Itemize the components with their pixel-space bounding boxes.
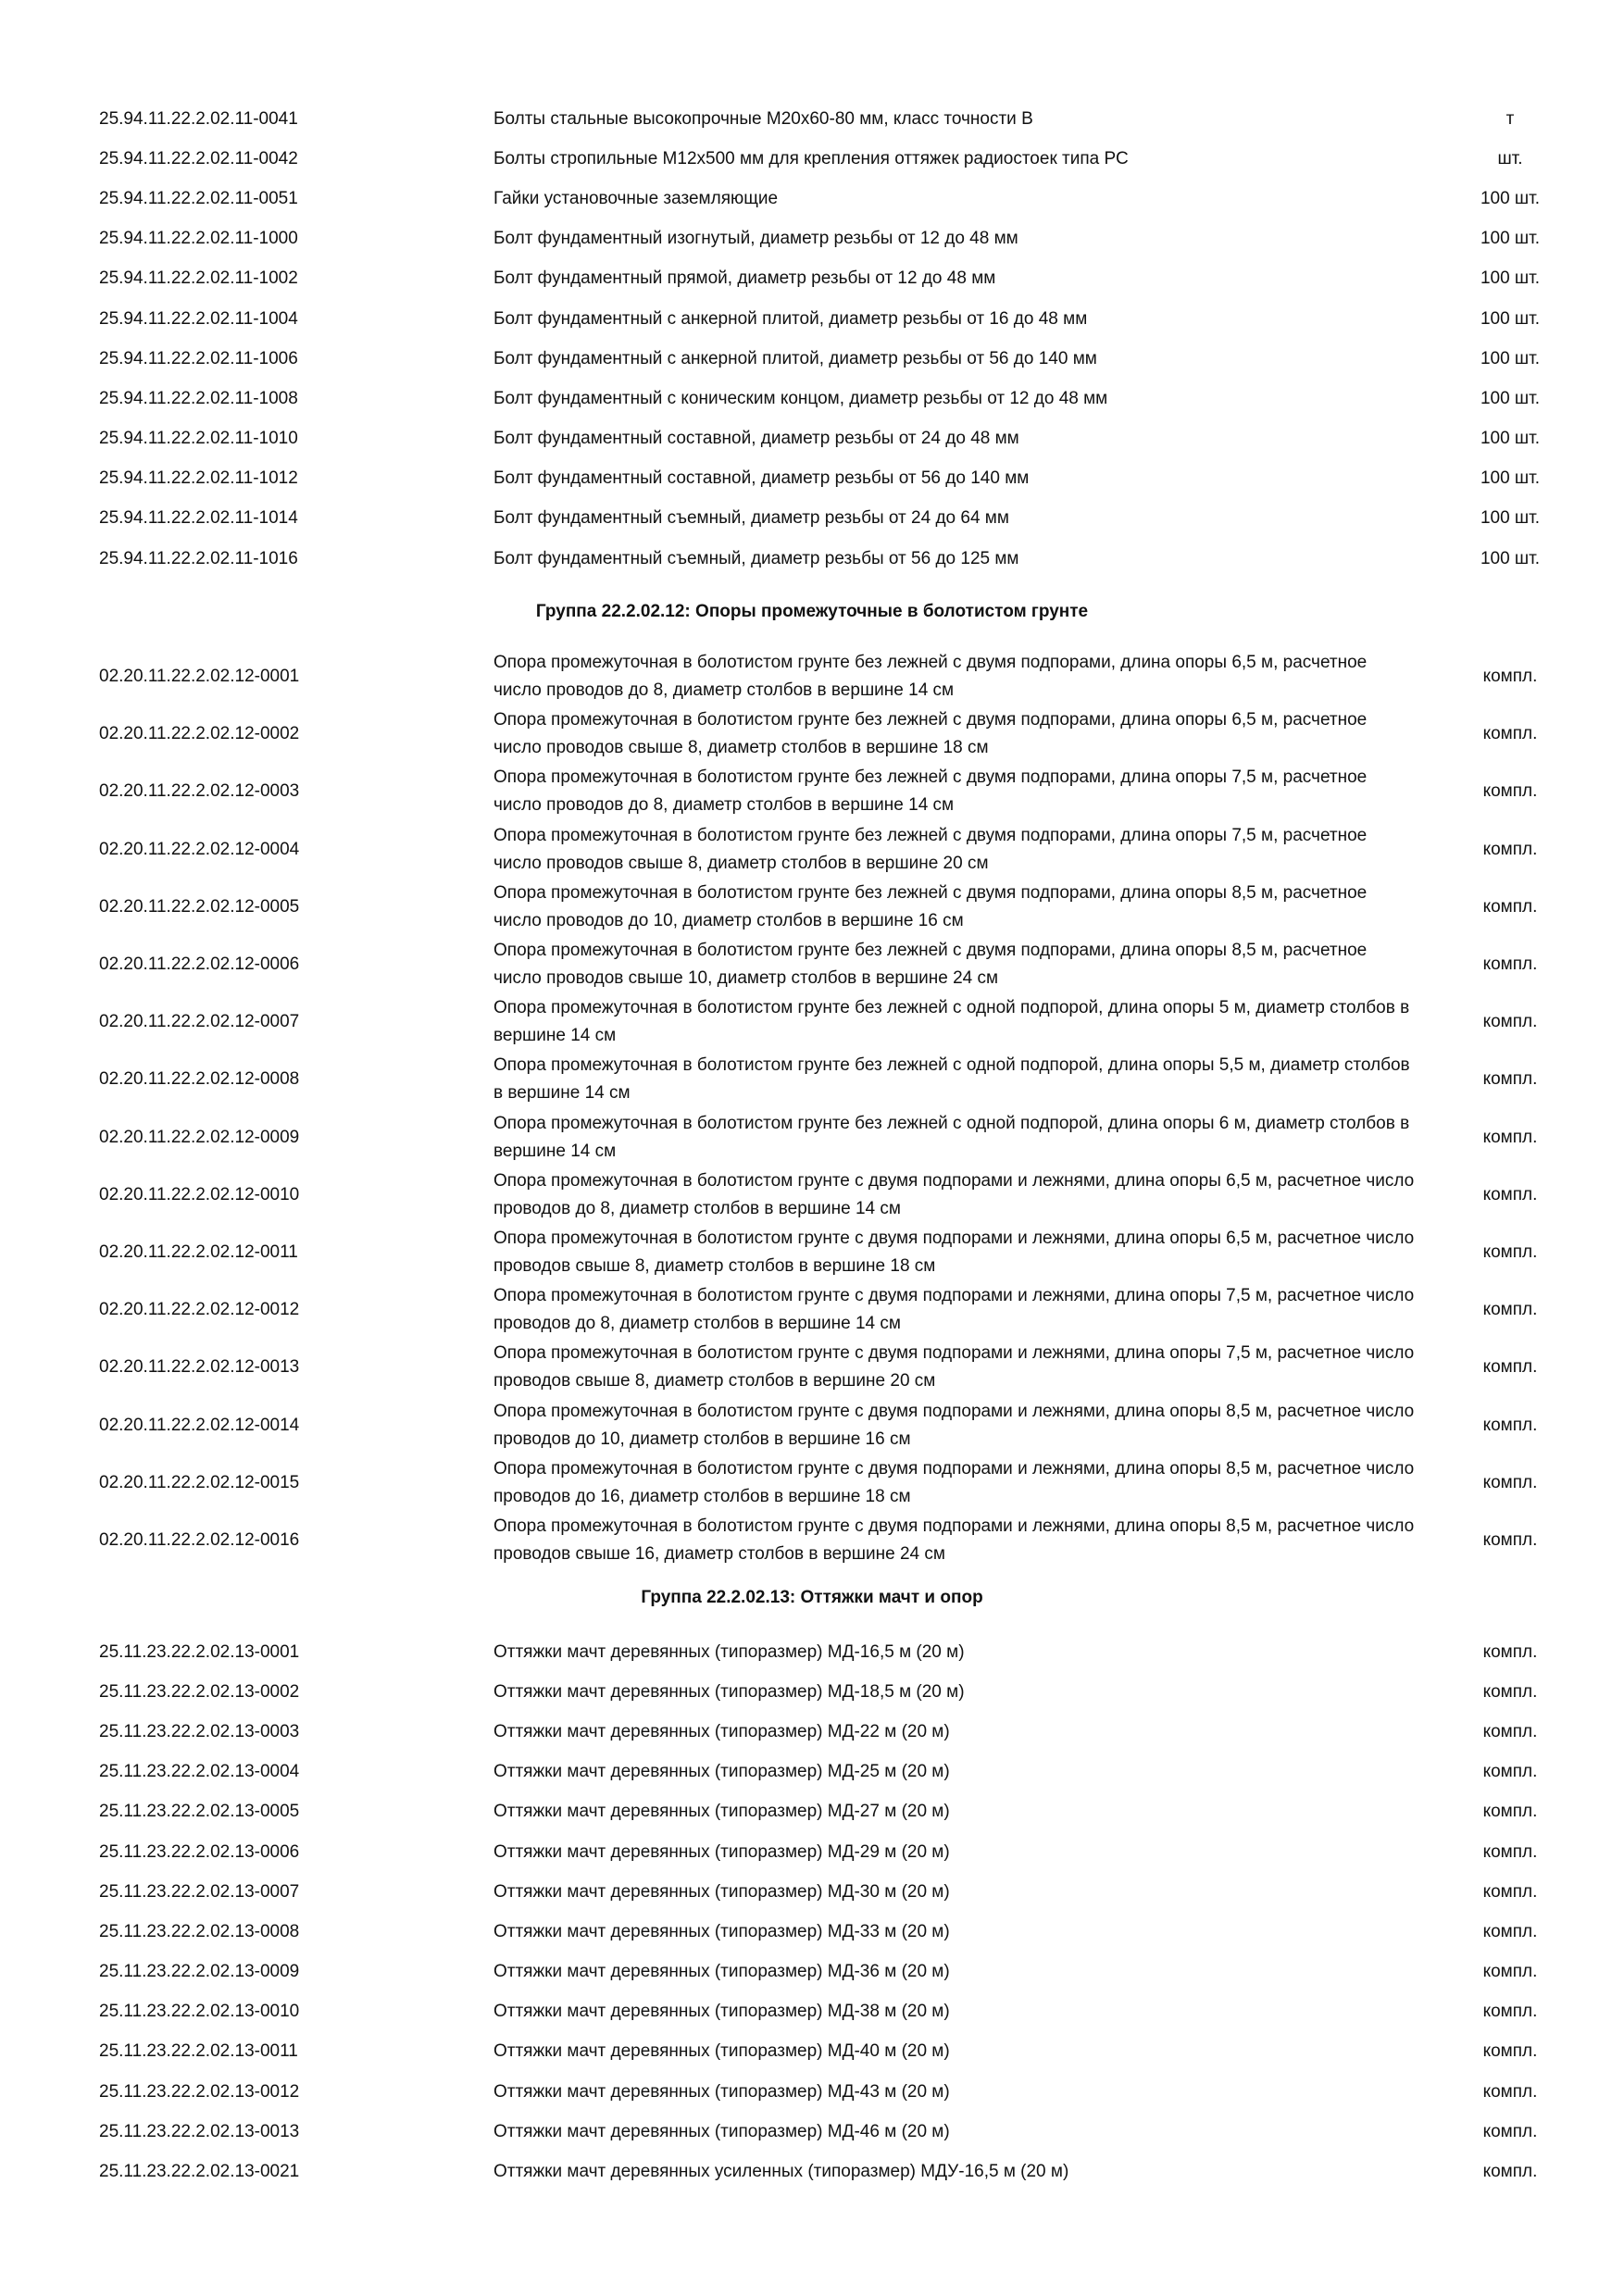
row-description: Болт фундаментный изогнутый, диаметр резьбы от 12 до 48 мм bbox=[493, 229, 1018, 249]
row-unit: 100 шт. bbox=[1480, 308, 1541, 329]
row-code: 25.94.11.22.2.02.11-1012 bbox=[99, 468, 298, 489]
row-description: Болт фундаментный с коническим концом, диаметр резьбы от 12 до 48 мм bbox=[493, 388, 1108, 408]
row-code: 25.94.11.22.2.02.11-1008 bbox=[99, 388, 298, 408]
row-code: 25.11.23.22.2.02.13-0012 bbox=[99, 2081, 300, 2102]
table-row bbox=[0, 1167, 1624, 1224]
row-unit: компл. bbox=[1482, 1529, 1538, 1550]
table-row bbox=[0, 2112, 1624, 2152]
row-unit: компл. bbox=[1482, 1242, 1538, 1262]
row-description: Болт фундаментный прямой, диаметр резьбы от 12 до 48 мм bbox=[493, 268, 996, 289]
table-row bbox=[0, 1792, 1624, 1832]
row-description: Опора промежуточная в болотистом грунте без лежней с двумя подпорами, длина опоры 6,5 м, расчетное число проводов до 8, диаметр столбов в вершине 14 см bbox=[493, 653, 1368, 701]
row-unit: компл. bbox=[1482, 781, 1538, 802]
table-row bbox=[0, 1832, 1624, 1872]
row-unit: компл. bbox=[1482, 1415, 1538, 1435]
table-row bbox=[0, 1953, 1624, 1992]
row-description: Гайки установочные заземляющие bbox=[493, 188, 779, 208]
row-unit: компл. bbox=[1482, 955, 1538, 975]
row-description: Оттяжки мачт деревянных (типоразмер) МД-33 м (20 м) bbox=[493, 1921, 950, 1941]
row-description: Опора промежуточная в болотистом грунте без лежней с двумя подпорами, длина опоры 6,5 м, расчетное число проводов свыше 8, диаметр столбов в вершине 18 см bbox=[493, 710, 1368, 758]
row-description: Оттяжки мачт деревянных (типоразмер) МД-46 м (20 м) bbox=[493, 2121, 950, 2141]
table-row bbox=[0, 379, 1624, 418]
table-row bbox=[0, 1454, 1624, 1512]
row-code: 25.94.11.22.2.02.11-1000 bbox=[99, 229, 298, 249]
row-code: 02.20.11.22.2.02.12-0012 bbox=[99, 1300, 300, 1320]
row-description: Болты стальные высокопрочные М20х60-80 мм, класс точности В bbox=[493, 108, 1033, 129]
row-code: 25.11.23.22.2.02.13-0008 bbox=[99, 1921, 300, 1941]
row-unit: компл. bbox=[1482, 1802, 1538, 1822]
row-unit: 100 шт. bbox=[1480, 508, 1541, 529]
section-top-table bbox=[0, 99, 1624, 579]
row-unit: 100 шт. bbox=[1480, 348, 1541, 368]
row-code: 02.20.11.22.2.02.12-0005 bbox=[99, 896, 300, 917]
row-unit: компл. bbox=[1482, 1681, 1538, 1702]
row-code: 25.94.11.22.2.02.11-1014 bbox=[99, 508, 298, 529]
row-description: Оттяжки мачт деревянных (типоразмер) МД-27 м (20 м) bbox=[493, 1802, 950, 1822]
row-description: Опора промежуточная в болотистом грунте с двумя подпорами и лежнями, длина опоры 8,5 м, расчетное число проводов до 16, диаметр столбов в вершине 18 см bbox=[493, 1458, 1415, 1506]
row-description: Опора промежуточная в болотистом грунте без лежней с двумя подпорами, длина опоры 7,5 м, расчетное число проводов до 8, диаметр столбов в вершине 14 см bbox=[493, 767, 1368, 816]
row-description: Оттяжки мачт деревянных (типоразмер) МД-18,5 м (20 м) bbox=[493, 1681, 965, 1702]
row-code: 25.11.23.22.2.02.13-0002 bbox=[99, 1681, 300, 1702]
row-code: 02.20.11.22.2.02.12-0006 bbox=[99, 955, 300, 975]
table-row bbox=[0, 1712, 1624, 1752]
row-unit: компл. bbox=[1482, 896, 1538, 917]
row-code: 02.20.11.22.2.02.12-0016 bbox=[99, 1529, 300, 1550]
row-unit: компл. bbox=[1482, 1841, 1538, 1862]
row-unit: 100 шт. bbox=[1480, 548, 1541, 568]
table-row bbox=[0, 1224, 1624, 1281]
row-code: 02.20.11.22.2.02.12-0013 bbox=[99, 1357, 300, 1378]
row-code: 02.20.11.22.2.02.12-0007 bbox=[99, 1012, 300, 1032]
row-code: 25.94.11.22.2.02.11-1004 bbox=[99, 308, 298, 329]
row-description: Болты стропильные М12х500 мм для крепления оттяжек радиостоек типа РС bbox=[493, 148, 1129, 168]
table-row bbox=[0, 936, 1624, 993]
row-code: 02.20.11.22.2.02.12-0015 bbox=[99, 1472, 300, 1492]
table-row bbox=[0, 539, 1624, 579]
table-row bbox=[0, 499, 1624, 539]
row-code: 25.11.23.22.2.02.13-0006 bbox=[99, 1841, 300, 1862]
table-row bbox=[0, 1051, 1624, 1108]
row-description: Опора промежуточная в болотистом грунте с двумя подпорами и лежнями, длина опоры 7,5 м, расчетное число проводов свыше 8, диаметр столбов в вершине 20 см bbox=[493, 1343, 1415, 1391]
table-row bbox=[0, 299, 1624, 339]
row-description: Болт фундаментный с анкерной плитой, диаметр резьбы от 16 до 48 мм bbox=[493, 308, 1088, 329]
row-code: 25.11.23.22.2.02.13-0005 bbox=[99, 1802, 300, 1822]
row-description: Оттяжки мачт деревянных (типоразмер) МД-30 м (20 м) bbox=[493, 1881, 950, 1902]
table-row bbox=[0, 1753, 1624, 1792]
row-unit: компл. bbox=[1482, 724, 1538, 744]
row-description: Опора промежуточная в болотистом грунте без лежней с одной подпорой, длина опоры 6 м, диаметр столбов в вершине 14 см bbox=[493, 1113, 1410, 1161]
row-unit: шт. bbox=[1497, 148, 1523, 168]
row-description: Оттяжки мачт деревянных усиленных (типоразмер) МДУ-16,5 м (20 м) bbox=[493, 2162, 1069, 2182]
row-unit: компл. bbox=[1482, 2081, 1538, 2102]
row-code: 25.94.11.22.2.02.11-1006 bbox=[99, 348, 298, 368]
row-unit: компл. bbox=[1482, 1962, 1538, 1982]
row-code: 25.94.11.22.2.02.11-0051 bbox=[99, 188, 298, 208]
row-description: Оттяжки мачт деревянных (типоразмер) МД-40 м (20 м) bbox=[493, 2041, 950, 2062]
table-row bbox=[0, 1672, 1624, 1712]
row-code: 25.11.23.22.2.02.13-0003 bbox=[99, 1721, 300, 1741]
row-unit: компл. bbox=[1482, 2041, 1538, 2062]
table-row bbox=[0, 1872, 1624, 1912]
table-row bbox=[0, 339, 1624, 379]
row-code: 25.94.11.22.2.02.11-1010 bbox=[99, 429, 298, 449]
row-code: 02.20.11.22.2.02.12-0014 bbox=[99, 1415, 300, 1435]
row-description: Опора промежуточная в болотистом грунте без лежней с двумя подпорами, длина опоры 8,5 м, расчетное число проводов до 10, диаметр столбов в вершине 16 см bbox=[493, 882, 1368, 930]
row-code: 02.20.11.22.2.02.12-0003 bbox=[99, 781, 300, 802]
row-unit: компл. bbox=[1482, 2002, 1538, 2022]
row-unit: компл. bbox=[1482, 1721, 1538, 1741]
table-row bbox=[0, 1632, 1624, 1672]
table-row bbox=[0, 705, 1624, 763]
row-code: 02.20.11.22.2.02.12-0001 bbox=[99, 667, 300, 687]
row-code: 02.20.11.22.2.02.12-0008 bbox=[99, 1069, 300, 1090]
row-description: Опора промежуточная в болотистом грунте с двумя подпорами и лежнями, длина опоры 7,5 м, расчетное число проводов до 8, диаметр столбов в вершине 14 см bbox=[493, 1286, 1415, 1334]
row-code: 25.11.23.22.2.02.13-0011 bbox=[99, 2041, 298, 2062]
row-description: Болт фундаментный с анкерной плитой, диаметр резьбы от 56 до 140 мм bbox=[493, 348, 1097, 368]
row-unit: компл. bbox=[1482, 1881, 1538, 1902]
row-code: 25.11.23.22.2.02.13-0004 bbox=[99, 1762, 300, 1782]
row-unit: компл. bbox=[1482, 2121, 1538, 2141]
row-code: 25.94.11.22.2.02.11-1002 bbox=[99, 268, 298, 289]
table-row bbox=[0, 1109, 1624, 1167]
row-description: Оттяжки мачт деревянных (типоразмер) МД-29 м (20 м) bbox=[493, 1841, 950, 1862]
row-code: 25.94.11.22.2.02.11-1016 bbox=[99, 548, 298, 568]
table-row bbox=[0, 648, 1624, 705]
table-row bbox=[0, 821, 1624, 879]
row-description: Оттяжки мачт деревянных (типоразмер) МД-43 м (20 м) bbox=[493, 2081, 950, 2102]
table-row bbox=[0, 993, 1624, 1051]
table-row bbox=[0, 763, 1624, 820]
row-unit: 100 шт. bbox=[1480, 188, 1541, 208]
table-row bbox=[0, 219, 1624, 259]
row-unit: компл. bbox=[1482, 1762, 1538, 1782]
group-12-table bbox=[0, 648, 1624, 1569]
row-code: 25.11.23.22.2.02.13-0009 bbox=[99, 1962, 300, 1982]
row-unit: компл. bbox=[1482, 2162, 1538, 2182]
row-unit: т bbox=[1505, 108, 1515, 129]
row-description: Опора промежуточная в болотистом грунте без лежней с двумя подпорами, длина опоры 8,5 м, расчетное число проводов свыше 10, диаметр столбов в вершине 24 см bbox=[493, 941, 1368, 989]
row-unit: 100 шт. bbox=[1480, 229, 1541, 249]
row-code: 25.94.11.22.2.02.11-0042 bbox=[99, 148, 298, 168]
row-description: Болт фундаментный съемный, диаметр резьбы от 24 до 64 мм bbox=[493, 508, 1009, 529]
row-unit: компл. bbox=[1482, 1472, 1538, 1492]
row-code: 25.11.23.22.2.02.13-0010 bbox=[99, 2002, 300, 2022]
table-row bbox=[0, 1992, 1624, 2032]
row-description: Оттяжки мачт деревянных (типоразмер) МД-16,5 м (20 м) bbox=[493, 1641, 965, 1662]
table-row bbox=[0, 2152, 1624, 2191]
table-row bbox=[0, 459, 1624, 499]
row-description: Оттяжки мачт деревянных (типоразмер) МД-25 м (20 м) bbox=[493, 1762, 950, 1782]
group-13-heading: Группа 22.2.02.13: Оттяжки мачт и опор bbox=[641, 1588, 983, 1607]
row-description: Оттяжки мачт деревянных (типоразмер) МД-38 м (20 м) bbox=[493, 2002, 950, 2022]
table-row bbox=[0, 2032, 1624, 2072]
row-unit: компл. bbox=[1482, 1357, 1538, 1378]
row-unit: компл. bbox=[1482, 1921, 1538, 1941]
row-code: 25.11.23.22.2.02.13-0021 bbox=[99, 2162, 300, 2182]
row-unit: компл. bbox=[1482, 1641, 1538, 1662]
row-unit: 100 шт. bbox=[1480, 429, 1541, 449]
row-description: Опора промежуточная в болотистом грунте с двумя подпорами и лежнями, длина опоры 8,5 м, расчетное число проводов до 10, диаметр столбов в вершине 16 см bbox=[493, 1401, 1415, 1449]
table-row bbox=[0, 179, 1624, 218]
row-unit: компл. bbox=[1482, 1069, 1538, 1090]
row-code: 02.20.11.22.2.02.12-0009 bbox=[99, 1127, 300, 1147]
table-row bbox=[0, 1339, 1624, 1396]
table-row bbox=[0, 99, 1624, 139]
row-description: Болт фундаментный съемный, диаметр резьбы от 56 до 125 мм bbox=[493, 548, 1019, 568]
row-code: 02.20.11.22.2.02.12-0002 bbox=[99, 724, 300, 744]
row-description: Опора промежуточная в болотистом грунте без лежней с одной подпорой, длина опоры 5,5 м, диаметр столбов в вершине 14 см bbox=[493, 1055, 1410, 1104]
row-code: 25.11.23.22.2.02.13-0013 bbox=[99, 2121, 300, 2141]
row-unit: компл. bbox=[1482, 1300, 1538, 1320]
table-row bbox=[0, 1281, 1624, 1339]
row-unit: 100 шт. bbox=[1480, 388, 1541, 408]
group-13-table bbox=[0, 1632, 1624, 2192]
table-row bbox=[0, 139, 1624, 179]
table-row bbox=[0, 2072, 1624, 2112]
row-description: Опора промежуточная в болотистом грунте с двумя подпорами и лежнями, длина опоры 8,5 м, расчетное число проводов свыше 16, диаметр столбов в вершине 24 см bbox=[493, 1516, 1415, 1564]
row-description: Болт фундаментный составной, диаметр резьбы от 56 до 140 мм bbox=[493, 468, 1030, 489]
row-description: Опора промежуточная в болотистом грунте с двумя подпорами и лежнями, длина опоры 6,5 м, расчетное число проводов свыше 8, диаметр столбов в вершине 18 см bbox=[493, 1228, 1415, 1276]
row-description: Оттяжки мачт деревянных (типоразмер) МД-36 м (20 м) bbox=[493, 1962, 950, 1982]
row-description: Оттяжки мачт деревянных (типоразмер) МД-22 м (20 м) bbox=[493, 1721, 950, 1741]
row-unit: компл. bbox=[1482, 667, 1538, 687]
table-row bbox=[0, 1512, 1624, 1569]
row-unit: компл. bbox=[1482, 1012, 1538, 1032]
row-unit: 100 шт. bbox=[1480, 468, 1541, 489]
table-row bbox=[0, 1912, 1624, 1952]
row-code: 02.20.11.22.2.02.12-0004 bbox=[99, 839, 300, 859]
row-code: 25.94.11.22.2.02.11-0041 bbox=[99, 108, 298, 129]
row-code: 25.11.23.22.2.02.13-0007 bbox=[99, 1881, 300, 1902]
row-unit: компл. bbox=[1482, 839, 1538, 859]
row-code: 25.11.23.22.2.02.13-0001 bbox=[99, 1641, 300, 1662]
row-unit: 100 шт. bbox=[1480, 268, 1541, 289]
table-row bbox=[0, 879, 1624, 936]
row-description: Опора промежуточная в болотистом грунте без лежней с одной подпорой, длина опоры 5 м, диаметр столбов в вершине 14 см bbox=[493, 998, 1410, 1046]
table-row bbox=[0, 419, 1624, 459]
row-description: Опора промежуточная в болотистом грунте без лежней с двумя подпорами, длина опоры 7,5 м, расчетное число проводов свыше 8, диаметр столбов в вершине 20 см bbox=[493, 825, 1368, 873]
row-unit: компл. bbox=[1482, 1127, 1538, 1147]
row-unit: компл. bbox=[1482, 1184, 1538, 1204]
row-code: 02.20.11.22.2.02.12-0011 bbox=[99, 1242, 298, 1262]
table-row bbox=[0, 1396, 1624, 1454]
row-description: Опора промежуточная в болотистом грунте с двумя подпорами и лежнями, длина опоры 6,5 м, расчетное число проводов до 8, диаметр столбов в вершине 14 см bbox=[493, 1170, 1415, 1218]
row-code: 02.20.11.22.2.02.12-0010 bbox=[99, 1184, 300, 1204]
table-row bbox=[0, 259, 1624, 299]
group-12-heading: Группа 22.2.02.12: Опоры промежуточные в болотистом грунте bbox=[535, 602, 1089, 621]
row-description: Болт фундаментный составной, диаметр резьбы от 24 до 48 мм bbox=[493, 429, 1019, 449]
